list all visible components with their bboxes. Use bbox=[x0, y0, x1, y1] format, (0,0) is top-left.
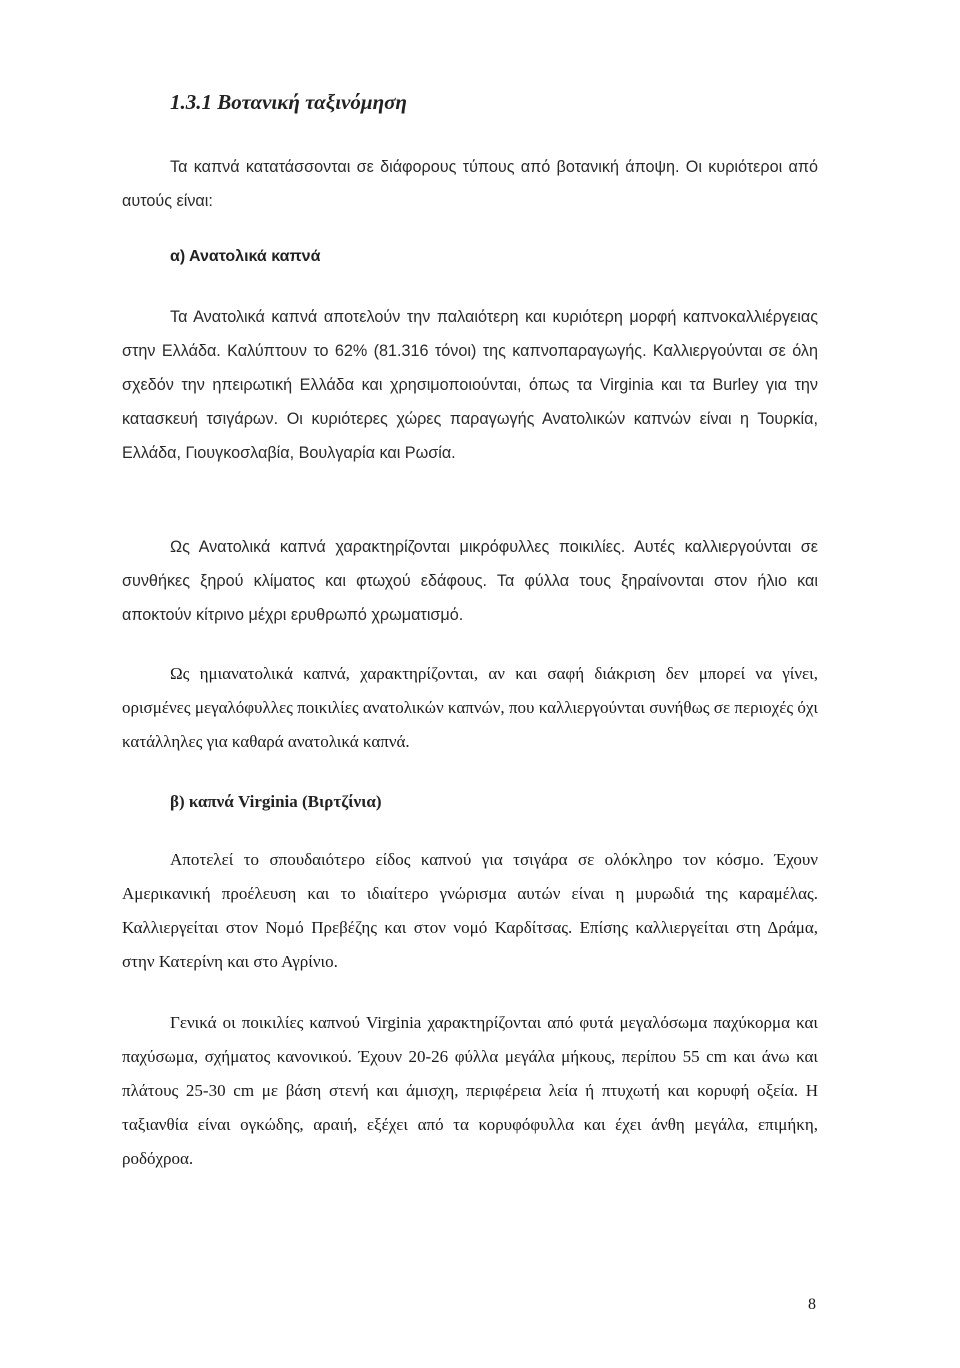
page-number: 8 bbox=[808, 1296, 816, 1313]
section-a-paragraph-3: Ως ημιανατολικά καπνά, χαρακτηρίζονται, αν και σαφή διάκριση δεν μπορεί να γίνει, ορισμένες μεγαλόφυλλες ποικιλίες ανατολικών καπνών, που καλλιεργούνται συνήθως σε περιοχές όχι κατάλληλες για καθαρά ανατολικά καπνά. bbox=[122, 664, 818, 751]
intro-paragraph: Τα καπνά κατατάσσονται σε διάφορους τύπους από βοτανική άποψη. Οι κυριότεροι από αυτούς είναι: bbox=[122, 158, 818, 210]
section-heading: 1.3.1 Βοτανική ταξινόμηση bbox=[170, 90, 407, 114]
subsection-a-title: α) Ανατολικά καπνά bbox=[170, 248, 321, 265]
subsection-b-title: β) καπνά Virginia (Βιρτζίνια) bbox=[170, 792, 382, 811]
section-b-paragraph-1: Αποτελεί το σπουδαιότερο είδος καπνού για τσιγάρα σε ολόκληρο τον κόσμο. Έχουν Αμερικανική προέλευση και το ιδιαίτερο γνώρισμα αυτών είναι η μυρωδιά της καραμέλας. Καλλιεργείται στον Νομό Πρεβέζης και στον νομό Καρδίτσας. Επίσης καλλιεργείται στη Δράμα, στην Κατερίνη και στο Αγρίνιο. bbox=[122, 850, 818, 971]
section-a-paragraph-1: Τα Ανατολικά καπνά αποτελούν την παλαιότερη και κυριότερη μορφή καπνοκαλλιέργειας στην Ελλάδα. Καλύπτουν το 62% (81.316 τόνοι) της καπνοπαραγωγής. Καλλιεργούνται σε όλη σχεδόν την ηπειρωτική Ελλάδα και χρησιμοποιούνται, όπως τα Virginia και τα Burley για την κατασκευή τσιγάρων. Οι κυριότερες χώρες παραγωγής Ανατολικών καπνών είναι η Τουρκία, Ελλάδα, Γιουγκοσλαβία, Βουλγαρία και Ρωσία. bbox=[122, 308, 818, 462]
section-b-paragraph-2: Γενικά οι ποικιλίες καπνού Virginia χαρακτηρίζονται από φυτά μεγαλόσωμα παχύκορμα και παχύσωμα, σχήματος κανονικού. Έχουν 20-26 φύλλα μεγάλα μήκους, περίπου 55 cm και άνω και πλάτους 25-30 cm με βάση στενή και άμισχη, περιφέρεια λεία ή πτυχωτή και κορυφή οξεία. Η ταξιανθία είναι ογκώδης, αραιή, εξέχει από τα κορυφόφυλλα και έχει άνθη μεγάλα, επιμήκη, ροδόχροα. bbox=[122, 1013, 818, 1168]
section-a-paragraph-2: Ως Ανατολικά καπνά χαρακτηρίζονται μικρόφυλλες ποικιλίες. Αυτές καλλιεργούνται σε συνθήκες ξηρού κλίματος και φτωχού εδάφους. Τα φύλλα τους ξηραίνονται στον ήλιο και αποκτούν κίτρινο μέχρι ερυθρωπό χρωματισμό. bbox=[122, 538, 818, 624]
